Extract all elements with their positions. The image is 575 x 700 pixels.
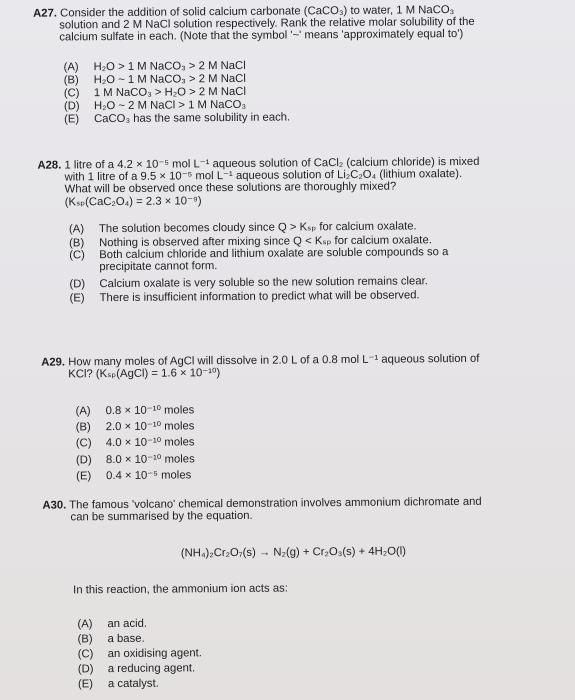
- option-a29-c[interactable]: [76, 435, 195, 449]
- option-a27-d[interactable]: [64, 99, 246, 113]
- option-a28-c[interactable]: [69, 246, 449, 274]
- option-label: (C): [63, 87, 80, 100]
- stem-line: The famous 'volcano' chemical demonstration involves ammonium dichromate and: [69, 495, 482, 512]
- option-a30-b[interactable]: [78, 633, 145, 646]
- stem-line: KCl? (Kₛₚ(AgCl) = 1.6 × 10⁻¹⁰): [68, 367, 221, 381]
- option-label: (C): [75, 437, 92, 450]
- option-text: a base.: [107, 632, 145, 646]
- option-a30-e[interactable]: [78, 678, 159, 691]
- stem-line: calcium sulfate in each. (Note that the symbol '~' means 'approximately equal to'): [59, 28, 464, 44]
- option-label: (B): [75, 421, 91, 434]
- option-text: 0.8 × 10⁻¹⁰ moles: [105, 404, 195, 418]
- option-a27-a[interactable]: [64, 60, 246, 74]
- option-a29-d[interactable]: [76, 452, 195, 466]
- option-text: an acid.: [107, 617, 148, 631]
- option-text: Calcium oxalate is very soluble so the new solution remains clear.: [99, 275, 428, 291]
- option-a27-c[interactable]: [64, 86, 246, 100]
- option-a27-e[interactable]: [64, 111, 290, 125]
- option-label: (D): [69, 278, 86, 291]
- option-a29-a[interactable]: [76, 403, 195, 417]
- option-label: (D): [77, 663, 94, 676]
- option-a29-b[interactable]: [76, 419, 195, 433]
- option-text: a reducing agent.: [107, 662, 196, 676]
- question-a27-stem: [33, 4, 475, 44]
- option-label: (B): [69, 237, 85, 250]
- option-label: (E): [69, 292, 85, 305]
- question-prompt: In this reaction, the ammonium ion acts as:: [73, 582, 288, 597]
- option-a28-e[interactable]: [70, 289, 420, 304]
- option-label: (E): [76, 470, 92, 483]
- option-text: 0.4 × 10⁻⁵ moles: [106, 469, 192, 483]
- question-number: A30.: [42, 499, 67, 512]
- stem-line: can be summarised by the equation.: [70, 510, 253, 524]
- stem-line: Consider the addition of solid calcium carbonate (CaCO₃) to water, 1 M NaCO₃: [60, 4, 455, 20]
- option-text: CaCO₃ has the same solubility in each.: [93, 111, 291, 126]
- question-a30-stem: [42, 496, 481, 524]
- option-label: (B): [63, 74, 79, 87]
- option-a28-d[interactable]: [69, 275, 427, 290]
- option-text: H₂O ~ 2 M NaCl > 1 M NaCO₃: [93, 98, 247, 113]
- option-label: (C): [77, 648, 94, 661]
- stem-line: What will be observed once these solutions are thoroughly mixed?: [64, 180, 397, 196]
- question-a29-stem: [41, 353, 479, 381]
- option-text: 2.0 × 10⁻¹⁰ moles: [105, 420, 195, 434]
- option-label: (C): [69, 249, 85, 262]
- stem-line: 1 litre of a 4.2 × 10⁻⁵ mol L⁻¹ aqueous solution of CaCl₂ (calcium chloride) is mixed: [64, 155, 480, 172]
- question-a28-stem: [37, 156, 479, 209]
- option-label: (E): [77, 678, 94, 691]
- option-label: (A): [68, 223, 85, 236]
- option-label: (A): [63, 61, 79, 74]
- stem-line: How many moles of AgCl will dissolve in 2.0 L of a 0.8 mol L⁻¹ aqueous solution of: [68, 352, 480, 369]
- question-number: A28.: [37, 159, 62, 172]
- option-label: (B): [77, 633, 93, 646]
- question-number: A29.: [41, 356, 66, 369]
- option-text: an oxidising agent.: [107, 647, 202, 661]
- option-a29-e[interactable]: [76, 468, 191, 482]
- stem-line: with 1 litre of a 9.5 × 10⁻⁵ mol L⁻¹ aqueous solution of Li₂C₂O₄ (lithium oxalate).: [64, 168, 463, 184]
- option-text: H₂O ~ 1 M NaCO₃ > 2 M NaCl: [93, 72, 246, 87]
- option-text: 4.0 × 10⁻¹⁰ moles: [105, 436, 195, 450]
- stem-line: (Kₛₚ(CaC₂O₄) = 2.3 × 10⁻⁹): [64, 194, 202, 209]
- option-label: (D): [63, 100, 80, 113]
- stem-line: solution and 2 M NaCl solution respectively. Rank the relative molar solubility of the: [59, 16, 475, 32]
- option-label: (D): [75, 454, 92, 467]
- option-text: Nothing is observed after mixing since Q < Kₛₚ for calcium oxalate.: [99, 234, 432, 250]
- option-text: H₂O > 1 M NaCO₃ > 2 M NaCl: [93, 59, 246, 74]
- question-number: A27.: [33, 7, 58, 20]
- option-text: 8.0 × 10⁻¹⁰ moles: [105, 453, 195, 467]
- option-a30-a[interactable]: [77, 618, 147, 631]
- reaction-equation: (NH₄)₂Cr₂O₇(s) → N₂(g) + Cr₂O₃(s) + 4H₂O(l): [180, 545, 407, 560]
- option-label: (E): [63, 113, 80, 126]
- option-text: a catalyst.: [107, 677, 159, 691]
- option-a27-b[interactable]: [64, 73, 246, 87]
- option-text: Both calcium chloride and lithium oxalate are soluble compounds so a precipitate cannot form.: [99, 246, 449, 274]
- option-label: (A): [75, 405, 91, 418]
- option-a30-c[interactable]: [78, 647, 202, 660]
- option-text: The solution becomes cloudy since Q > Kₛₚ for calcium oxalate.: [98, 220, 417, 236]
- option-a30-d[interactable]: [78, 662, 195, 675]
- option-text: 1 M NaCO₃ > H₂O > 2 M NaCl: [93, 85, 246, 100]
- option-text: There is insufficient information to predict what will be observed.: [99, 289, 420, 305]
- option-label: (A): [77, 618, 93, 631]
